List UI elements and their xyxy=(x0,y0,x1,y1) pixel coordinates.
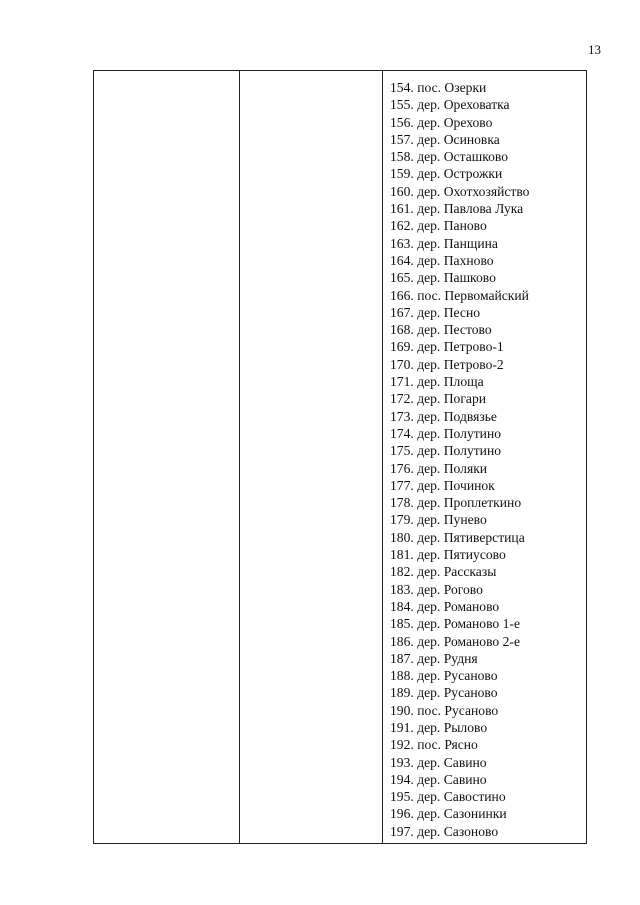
settlement-item: 165. дер. Пашково xyxy=(390,270,496,286)
settlement-item: 172. дер. Погари xyxy=(390,391,487,407)
settlement-item: 183. дер. Рогово xyxy=(390,581,483,597)
settlement-item: 187. дер. Рудня xyxy=(390,650,478,666)
settlement-item: 191. дер. Рылово xyxy=(390,719,488,735)
settlement-item: 185. дер. Романово 1-е xyxy=(390,616,520,632)
settlement-item: 174. дер. Полутино xyxy=(390,425,502,441)
settlement-item: 168. дер. Пестово xyxy=(390,322,492,338)
settlement-item: 178. дер. Проплеткино xyxy=(390,495,522,511)
settlement-item: 163. дер. Панщина xyxy=(390,235,498,251)
settlement-item: 186. дер. Романово 2-е xyxy=(390,633,520,649)
settlement-item: 196. дер. Сазонинки xyxy=(390,806,507,822)
settlement-item: 162. дер. Паново xyxy=(390,218,487,234)
settlement-item: 195. дер. Савостино xyxy=(390,789,506,805)
settlement-item: 194. дер. Савино xyxy=(390,771,487,787)
settlement-item: 197. дер. Сазоново xyxy=(390,823,499,839)
settlement-item: 193. дер. Савино xyxy=(390,754,487,770)
settlement-item: 155. дер. Ореховатка xyxy=(390,97,510,113)
settlement-item: 181. дер. Пятиусово xyxy=(390,547,506,563)
settlement-item: 161. дер. Павлова Лука xyxy=(390,201,524,217)
settlement-item: 177. дер. Починок xyxy=(390,477,495,493)
column-divider-2 xyxy=(382,71,383,843)
settlement-item: 159. дер. Острожки xyxy=(390,166,503,182)
settlement-list xyxy=(390,79,529,840)
settlement-item: 179. дер. Пунево xyxy=(390,512,487,528)
settlement-item: 167. дер. Песно xyxy=(390,304,481,320)
settlement-item: 169. дер. Петрово-1 xyxy=(390,339,504,355)
settlement-item: 171. дер. Площа xyxy=(390,374,484,390)
settlement-item: 160. дер. Охотхозяйство xyxy=(390,183,530,199)
settlement-item: 156. дер. Орехово xyxy=(390,114,493,130)
page-number: 13 xyxy=(588,42,601,57)
settlement-item: 157. дер. Осиновка xyxy=(390,131,500,147)
settlement-item: 173. дер. Подвязье xyxy=(390,408,497,424)
settlements-table xyxy=(93,70,587,844)
settlement-item: 189. дер. Русаново xyxy=(390,685,498,701)
settlement-item: 192. пос. Рясно xyxy=(390,737,478,753)
settlement-item: 190. пос. Русаново xyxy=(390,702,499,718)
settlement-item: 170. дер. Петрово-2 xyxy=(390,356,504,372)
settlement-item: 182. дер. Рассказы xyxy=(390,564,497,580)
settlement-item: 166. пос. Первомайский xyxy=(390,287,529,303)
settlement-item: 180. дер. Пятиверстица xyxy=(390,529,525,545)
settlement-item: 154. пос. Озерки xyxy=(390,80,487,95)
settlement-item: 188. дер. Русаново xyxy=(390,668,498,684)
settlement-item: 175. дер. Полутино xyxy=(390,443,502,459)
settlement-item: 176. дер. Поляки xyxy=(390,460,488,476)
settlement-item: 158. дер. Осташково xyxy=(390,149,509,165)
column-divider-1 xyxy=(239,71,240,843)
settlement-item: 164. дер. Пахново xyxy=(390,252,494,268)
settlement-item: 184. дер. Романово xyxy=(390,598,500,614)
